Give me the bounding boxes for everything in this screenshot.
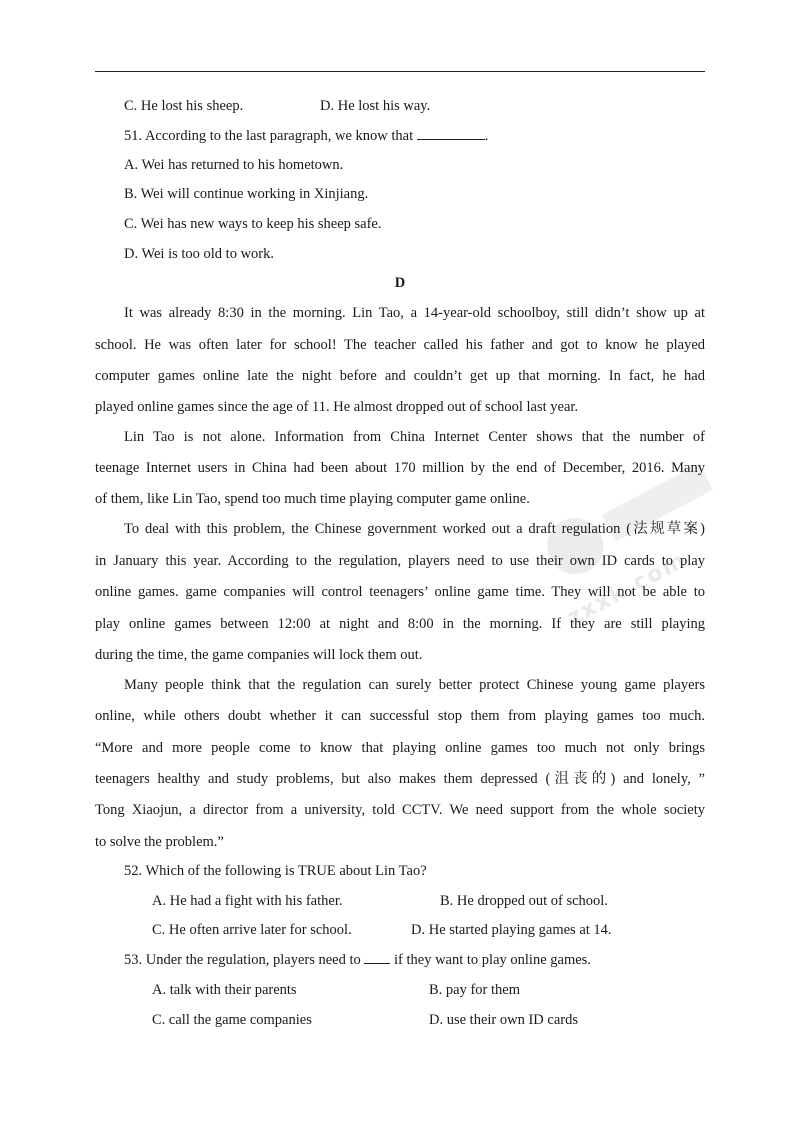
q53-option-b: B. pay for them bbox=[429, 982, 521, 998]
passage-p4-line-3: “More and more people come to know that playing online games too much not only brings bbox=[95, 740, 705, 756]
passage-p3-line-5: during the time, the game companies will lock them out. bbox=[95, 647, 423, 663]
passage-p2-line-3: of them, like Lin Tao, spend too much time playing computer game online. bbox=[95, 491, 530, 507]
passage-p3-line-3: online games. game companies will control teenagers’ online game time. They will not be able to bbox=[95, 584, 705, 600]
passage-p3-line-1: To deal with this problem, the Chinese government worked out a draft regulation (法规草案) bbox=[124, 521, 705, 537]
q53-stem-text: 53. Under the regulation, players need to bbox=[124, 952, 365, 968]
q52-option-d: D. He started playing games at 14. bbox=[411, 922, 612, 938]
prev-option-c: C. He lost his sheep. bbox=[124, 98, 244, 114]
section-title: D bbox=[394, 275, 406, 291]
passage-p1-line-3: computer games online late the night before and couldn’t get up that morning. In fact, he had bbox=[95, 368, 705, 384]
passage-p4-line-6: to solve the problem.” bbox=[95, 834, 224, 850]
q52-stem: 52. Which of the following is TRUE about Lin Tao? bbox=[124, 863, 427, 879]
passage-p1-line-1: It was already 8:30 in the morning. Lin Tao, a 14-year-old schoolboy, still didn’t show up at bbox=[124, 305, 705, 321]
q51-stem-text: 51. According to the last paragraph, we know that bbox=[124, 128, 417, 144]
q51-option-a: A. Wei has returned to his hometown. bbox=[124, 157, 344, 173]
passage-p3-line-4: play online games between 12:00 at night and 8:00 in the morning. If they are still playing bbox=[95, 616, 705, 632]
passage-p1-line-4: played online games since the age of 11. He almost dropped out of school last year. bbox=[95, 399, 579, 415]
q51-option-c: C. Wei has new ways to keep his sheep safe. bbox=[124, 216, 382, 232]
passage-p3-line-2: in January this year. According to the regulation, players need to use their own ID cards to play bbox=[95, 553, 705, 569]
q51-option-d: D. Wei is too old to work. bbox=[124, 246, 275, 262]
q51-answer-blank bbox=[417, 126, 485, 140]
q53-option-c: C. call the game companies bbox=[152, 1012, 312, 1028]
q52-option-c: C. He often arrive later for school. bbox=[152, 922, 352, 938]
prev-option-d: D. He lost his way. bbox=[320, 98, 431, 114]
q53-option-a: A. talk with their parents bbox=[152, 982, 297, 998]
q51-stem-end: . bbox=[484, 128, 489, 144]
q52-option-b: B. He dropped out of school. bbox=[440, 893, 608, 909]
watermark-logo: zxxk.com bbox=[519, 431, 761, 649]
passage-p4-line-1: Many people think that the regulation can surely better protect Chinese young game players bbox=[124, 677, 705, 693]
q53-stem-end: if they want to play online games. bbox=[390, 952, 591, 968]
header-rule bbox=[95, 71, 705, 72]
q51-stem bbox=[124, 126, 488, 146]
passage-p4-line-4: teenagers healthy and study problems, but also makes them depressed (沮丧的) and lonely, ” bbox=[95, 771, 705, 787]
q53-option-d: D. use their own ID cards bbox=[429, 1012, 578, 1028]
passage-p2-line-2: teenage Internet users in China had been about 170 million by the end of December, 2016. Many bbox=[95, 460, 705, 476]
q53-answer-blank bbox=[364, 950, 390, 964]
passage-p1-line-2: school. He was often later for school! The teacher called his father and got to know he played bbox=[95, 337, 705, 353]
passage-p4-line-2: online, while others doubt whether it can successful stop them from playing games too much. bbox=[95, 708, 705, 724]
passage-p2-line-1: Lin Tao is not alone. Information from China Internet Center shows that the number of bbox=[124, 429, 705, 445]
q52-option-a: A. He had a fight with his father. bbox=[152, 893, 343, 909]
q53-stem bbox=[124, 950, 591, 970]
q51-option-b: B. Wei will continue working in Xinjiang. bbox=[124, 186, 369, 202]
passage-p4-line-5: Tong Xiaojun, a director from a university, told CCTV. We need support from the whole society bbox=[95, 802, 705, 818]
